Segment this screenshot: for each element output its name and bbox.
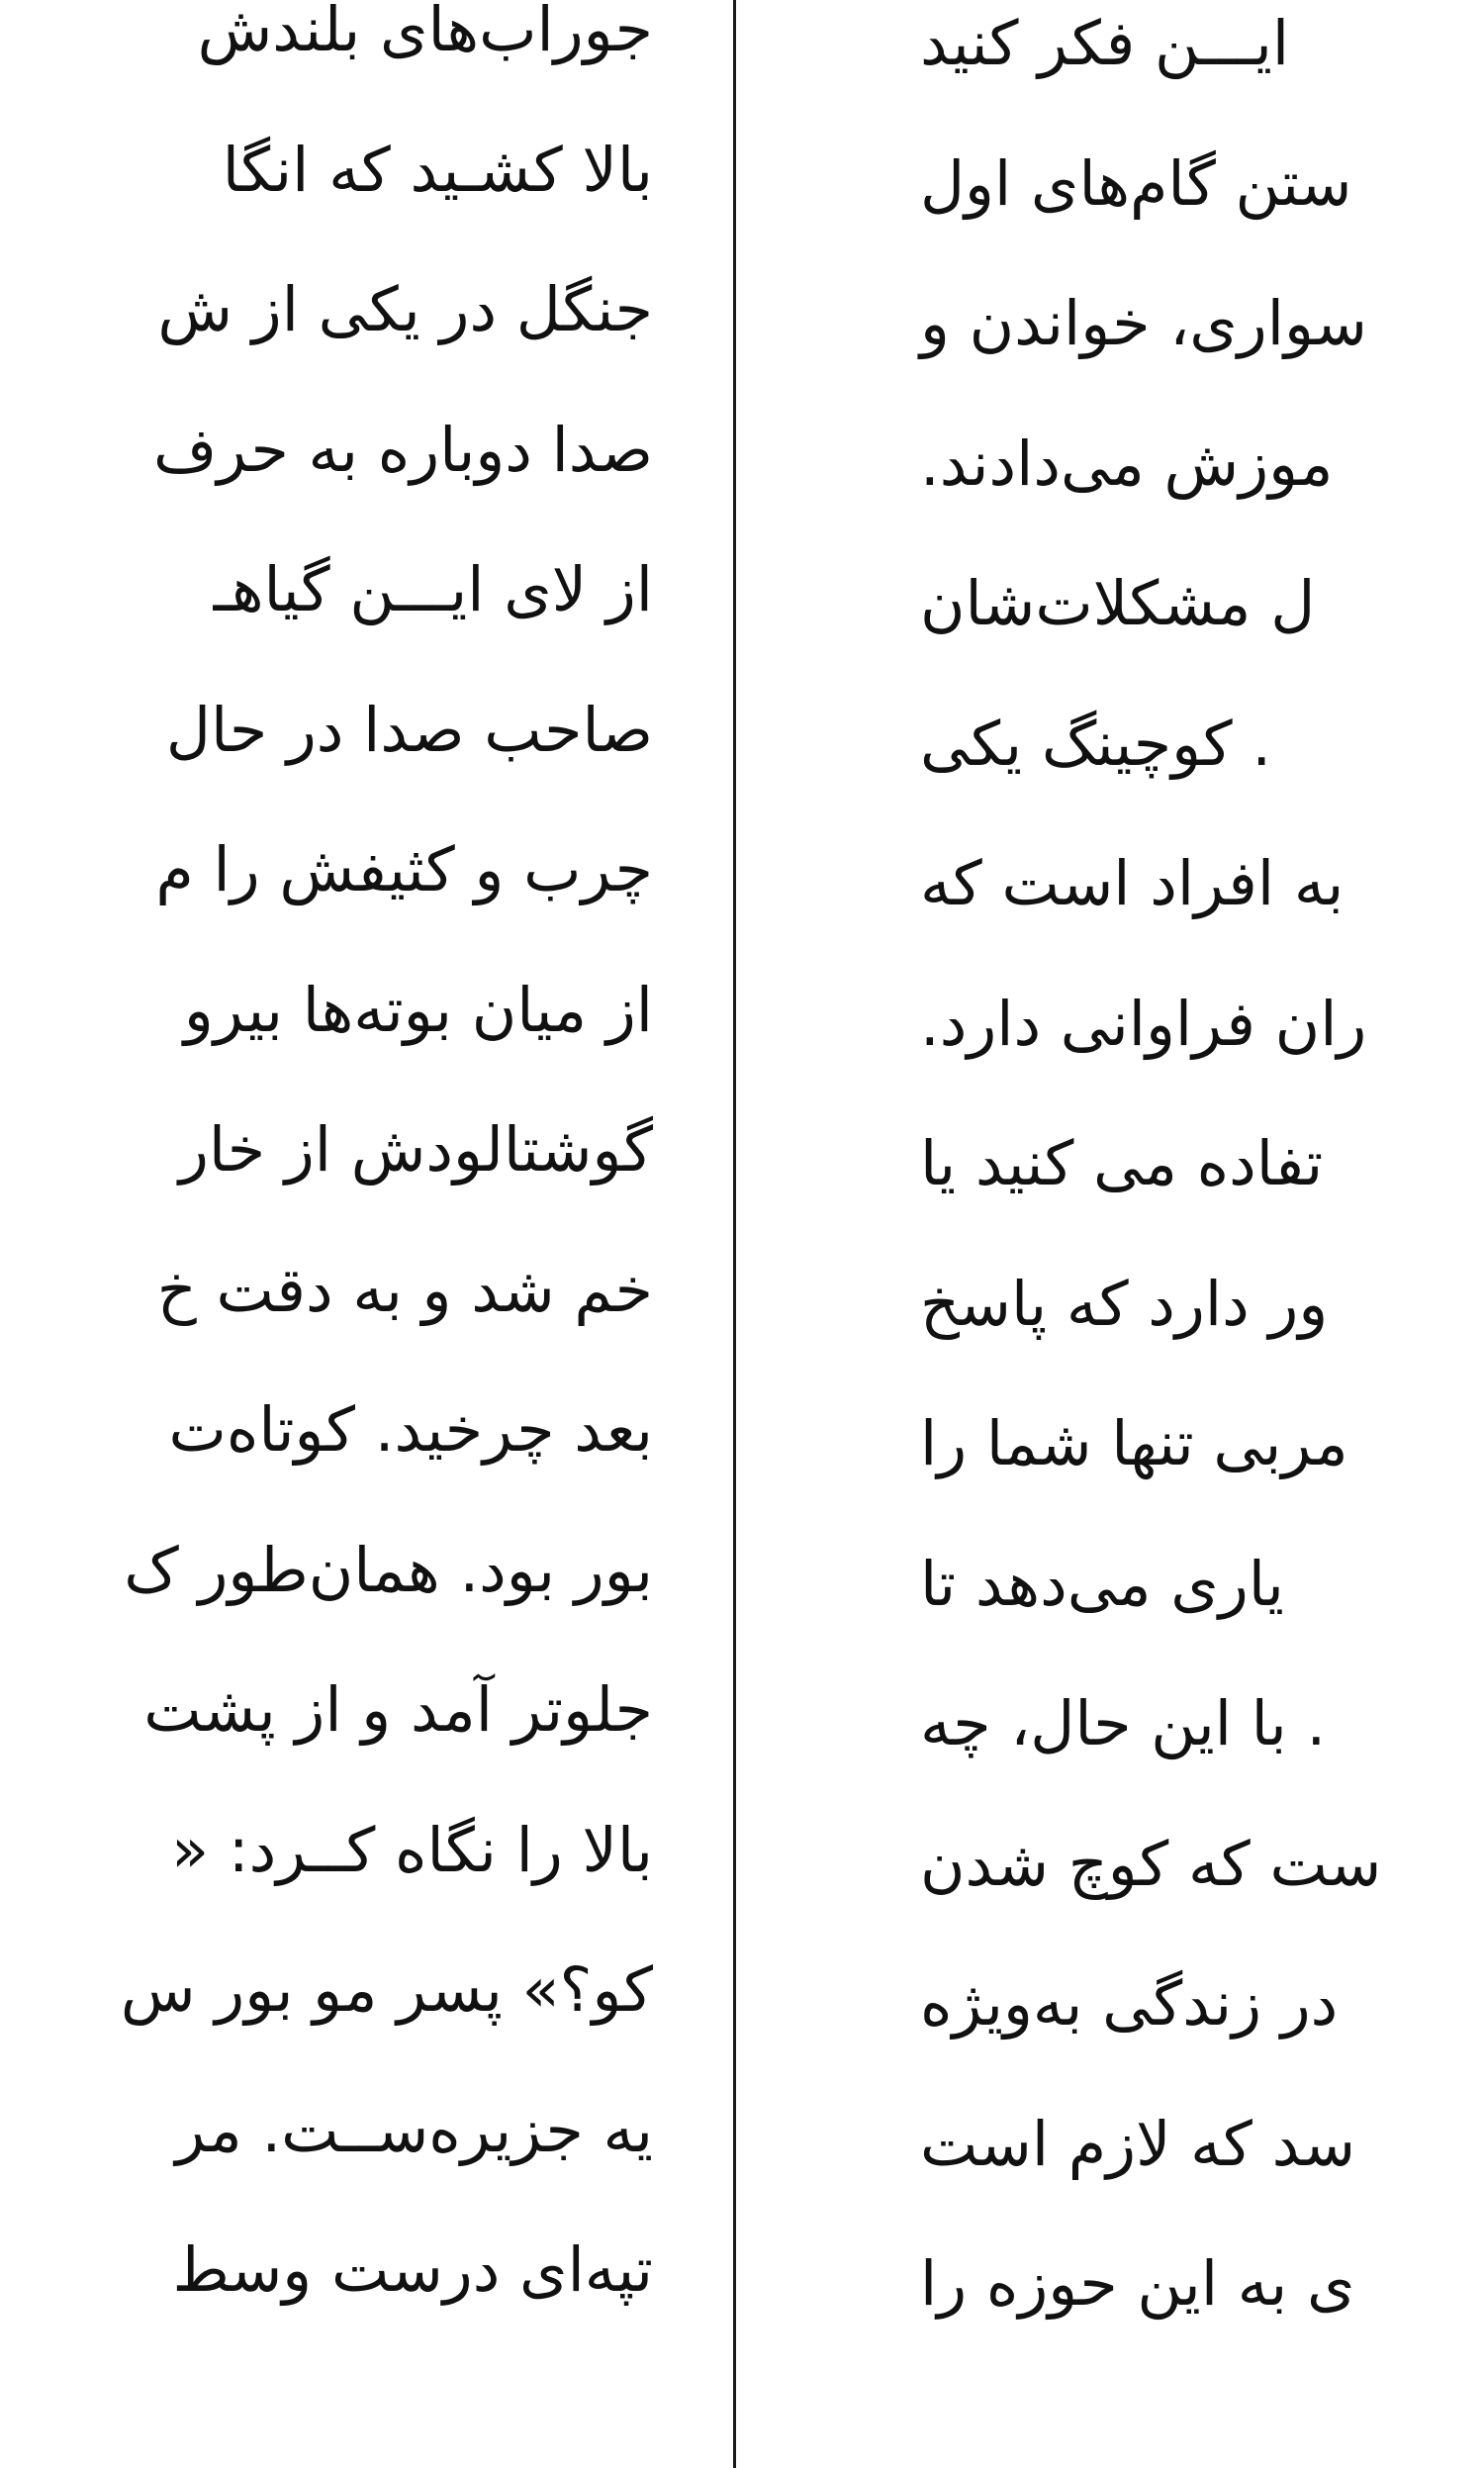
text-line: صدا دوباره به حرف xyxy=(153,413,653,486)
text-line: از میان بوته‌ها بیرو xyxy=(183,973,653,1046)
text-line: در زندگی به‌ویژه xyxy=(920,1967,1339,2040)
text-line: موزش می‌دادند. xyxy=(920,427,1334,500)
text-line: ور دارد که پاسخ xyxy=(920,1267,1329,1340)
text-line: به افراد است که xyxy=(920,847,1345,919)
text-line: تفاده می کنید یا xyxy=(920,1127,1324,1199)
text-line: سواری، خواندن و xyxy=(920,287,1367,359)
text-line: ست که کوچ شدن xyxy=(920,1827,1382,1900)
text-line: چرب و کثیفش را م xyxy=(155,833,653,905)
left-text-column xyxy=(0,0,732,2468)
text-line: بالا را نگاه کــرد: « xyxy=(171,1813,653,1886)
text-line: جلوتر آمد و از پشت xyxy=(143,1673,653,1746)
text-line: بور بود. همان‌طور ک xyxy=(124,1533,653,1606)
text-line: یه جزیره‌ســت. مر xyxy=(175,2093,653,2166)
text-line: خم شد و به دقت خ xyxy=(156,1253,653,1326)
text-line: از لای ایـــن گیاهـ xyxy=(213,553,653,625)
text-line: کو؟» پسر مو بور س xyxy=(120,1953,653,2026)
text-line: ی به این حوزه را xyxy=(920,2247,1355,2320)
text-line: . با این حال، چه xyxy=(920,1687,1327,1759)
text-line: تپه‌ای درست وسط xyxy=(172,2233,653,2306)
text-line: گوشتالودش از خار xyxy=(178,1113,653,1186)
text-line: بالا کشـید که انگا xyxy=(222,133,653,206)
right-text-column xyxy=(754,0,1484,2468)
text-line: ل مشکلات‌شان xyxy=(920,567,1316,639)
text-line: جوراب‌های بلندش xyxy=(197,0,653,65)
column-divider xyxy=(733,0,736,2468)
text-line: ستن گام‌های اول xyxy=(920,146,1352,220)
text-line: مربی تنها شما را xyxy=(920,1407,1348,1479)
text-line: ران فراوانی دارد. xyxy=(920,987,1367,1060)
text-line: صاحب صدا در حال xyxy=(165,693,653,766)
text-line: سد که لازم است xyxy=(920,2107,1356,2180)
text-line: بعد چرخید. کوتاه‌ت xyxy=(168,1393,653,1466)
text-line: جنگل در یکی از ش xyxy=(157,273,653,345)
text-line: یاری می‌دهد تا xyxy=(920,1547,1284,1620)
text-line: . کوچینگ یکی xyxy=(920,707,1272,780)
text-line: ایـــن فکر کنید xyxy=(920,7,1290,79)
